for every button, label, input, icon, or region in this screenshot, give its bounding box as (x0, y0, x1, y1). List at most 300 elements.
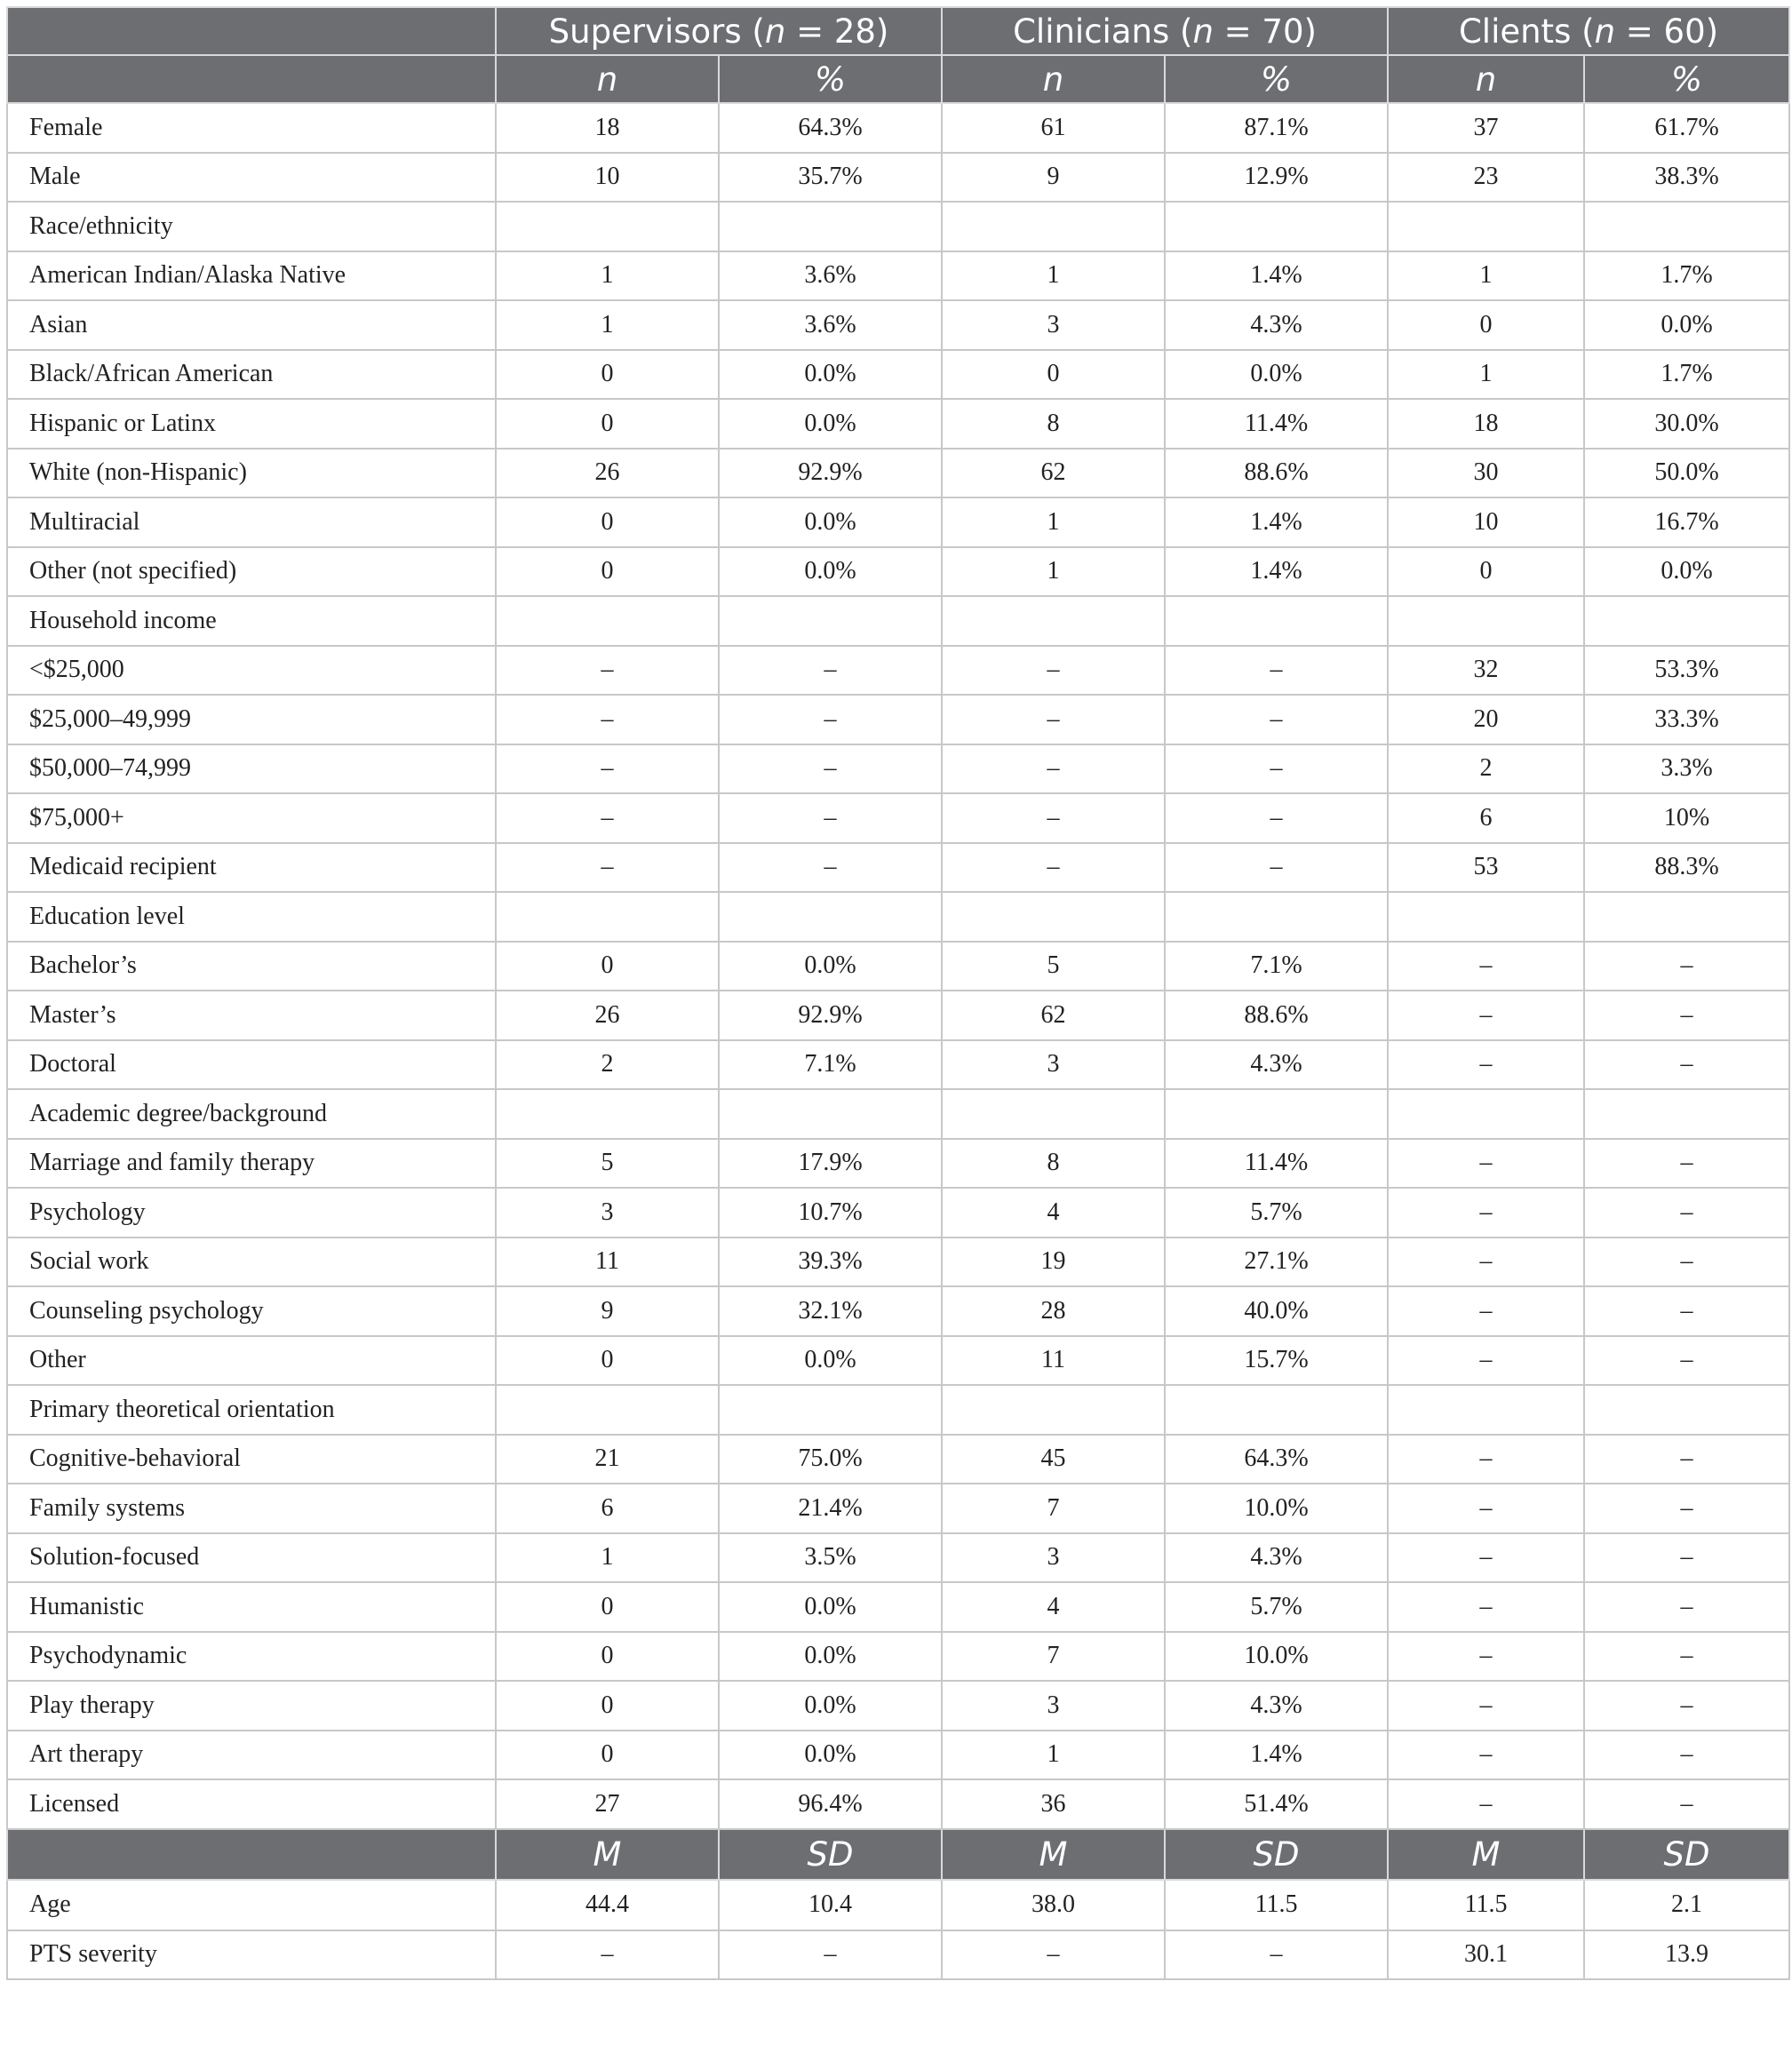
table-cell: 19 (942, 1237, 1165, 1287)
row-label: $50,000–74,999 (7, 744, 496, 794)
table-cell: 96.4% (719, 1779, 942, 1829)
subheader-label: n (1042, 60, 1064, 99)
table-cell: 61.7% (1584, 103, 1789, 153)
table-cell: 8 (942, 399, 1165, 449)
row-label: Multiracial (7, 497, 496, 547)
table-cell (1584, 596, 1789, 646)
table-cell: 88.6% (1165, 991, 1388, 1040)
table-cell: – (719, 646, 942, 696)
row-label: Male (7, 153, 496, 203)
table-cell: – (719, 793, 942, 843)
table-body (7, 103, 1789, 1829)
table-cell: – (942, 744, 1165, 794)
table-cell: 1 (942, 1731, 1165, 1780)
table-cell: 2.1 (1584, 1880, 1789, 1930)
row-label: Asian (7, 300, 496, 350)
table-cell: 1 (496, 1533, 719, 1583)
table-cell: 7 (942, 1484, 1165, 1533)
table-cell (1165, 202, 1388, 251)
table-row (7, 1681, 1789, 1731)
table-cell: – (1584, 1779, 1789, 1829)
table-cell (942, 892, 1165, 942)
group-name: Clients (1458, 12, 1572, 51)
subheader-row (7, 55, 1789, 103)
table-cell: 2 (496, 1040, 719, 1090)
table-cell: 62 (942, 991, 1165, 1040)
table-cell: 92.9% (719, 991, 942, 1040)
table-cell: 0 (496, 1336, 719, 1386)
group-name: Supervisors (548, 12, 742, 51)
stats-header-label: M (1471, 1834, 1501, 1874)
subheader-cell (942, 55, 1165, 103)
table-cell: – (1584, 1188, 1789, 1237)
table-cell: 1.7% (1584, 350, 1789, 400)
header-blank-cell (7, 1829, 496, 1880)
stats-header-cell (1165, 1829, 1388, 1880)
table-cell: 20 (1388, 695, 1584, 744)
table-cell: 37 (1388, 103, 1584, 153)
table-cell: 11.4% (1165, 1139, 1388, 1189)
table-cell (1388, 892, 1584, 942)
table-row (7, 892, 1789, 942)
table-row (7, 991, 1789, 1040)
table-cell: 0 (496, 1582, 719, 1632)
group-name: Clinicians (1013, 12, 1170, 51)
table-row (7, 399, 1789, 449)
table-cell: – (1584, 1582, 1789, 1632)
group-n-label: n (1594, 12, 1616, 51)
table-header (7, 7, 1789, 103)
row-label: Licensed (7, 1779, 496, 1829)
table-cell (942, 1385, 1165, 1435)
table-cell: 4 (942, 1582, 1165, 1632)
table-cell: 0.0% (719, 1336, 942, 1386)
table-row (7, 596, 1789, 646)
row-label: Cognitive-behavioral (7, 1435, 496, 1484)
row-label: Primary theoretical orientation (7, 1385, 496, 1435)
table-cell: – (1584, 942, 1789, 991)
row-label: Education level (7, 892, 496, 942)
table-row (7, 202, 1789, 251)
table-cell: – (496, 744, 719, 794)
table-cell (719, 596, 942, 646)
group-header-clinicians: Clinicians (n = 70) (942, 7, 1388, 55)
table-cell (1165, 596, 1388, 646)
table-cell: – (1388, 1533, 1584, 1583)
table-cell: – (496, 1930, 719, 1980)
table-cell (1165, 892, 1388, 942)
table-cell: 0 (1388, 300, 1584, 350)
table-cell: 1 (942, 497, 1165, 547)
table-row (7, 942, 1789, 991)
row-label: Academic degree/background (7, 1089, 496, 1139)
table-cell: – (1165, 793, 1388, 843)
table-cell: 50.0% (1584, 449, 1789, 498)
table-cell: 0.0% (719, 942, 942, 991)
table-cell: 3 (942, 300, 1165, 350)
table-cell (942, 1089, 1165, 1139)
row-label: Play therapy (7, 1681, 496, 1731)
demographics-table (6, 6, 1790, 1980)
table-cell (1165, 1385, 1388, 1435)
table-cell: 7.1% (719, 1040, 942, 1090)
table-cell: 44.4 (496, 1880, 719, 1930)
table-cell (496, 202, 719, 251)
demographics-table-container (6, 6, 1790, 1980)
table-cell (496, 1089, 719, 1139)
table-cell: – (719, 695, 942, 744)
table-cell: – (1388, 1582, 1584, 1632)
table-cell: – (1388, 991, 1584, 1040)
table-cell: 0 (496, 1632, 719, 1682)
row-label: Household income (7, 596, 496, 646)
row-label: $75,000+ (7, 793, 496, 843)
table-cell: 88.3% (1584, 843, 1789, 893)
stats-header-cell (942, 1829, 1165, 1880)
table-cell: 3.5% (719, 1533, 942, 1583)
table-cell: 7 (942, 1632, 1165, 1682)
table-cell: – (1584, 991, 1789, 1040)
table-cell: – (496, 843, 719, 893)
table-cell (496, 892, 719, 942)
subheader-label: % (814, 60, 847, 99)
table-cell: 62 (942, 449, 1165, 498)
table-cell (1584, 1089, 1789, 1139)
row-label: Bachelor’s (7, 942, 496, 991)
table-row (7, 103, 1789, 153)
table-cell: 4 (942, 1188, 1165, 1237)
table-cell: 0 (496, 350, 719, 400)
table-cell: 32.1% (719, 1286, 942, 1336)
table-cell: 0.0% (719, 1731, 942, 1780)
table-cell: 12.9% (1165, 153, 1388, 203)
table-cell: 88.6% (1165, 449, 1388, 498)
stats-header-cell (1388, 1829, 1584, 1880)
table-cell (942, 202, 1165, 251)
subheader-label: % (1670, 60, 1703, 99)
table-cell: 7.1% (1165, 942, 1388, 991)
table-cell: – (1388, 1632, 1584, 1682)
table-cell (1388, 1089, 1584, 1139)
table-cell: – (1584, 1731, 1789, 1780)
table-cell: – (942, 1930, 1165, 1980)
table-cell: 18 (1388, 399, 1584, 449)
table-cell: 1.7% (1584, 251, 1789, 301)
table-cell: 1 (1388, 251, 1584, 301)
table-cell: – (1584, 1435, 1789, 1484)
table-cell: – (719, 1930, 942, 1980)
table-cell: 1 (496, 251, 719, 301)
subheader-cell (1584, 55, 1789, 103)
table-cell: – (1165, 744, 1388, 794)
table-cell (1584, 1385, 1789, 1435)
table-cell: 1.4% (1165, 251, 1388, 301)
table-cell: 3 (942, 1681, 1165, 1731)
table-cell: – (1584, 1632, 1789, 1682)
table-cell: 10.7% (719, 1188, 942, 1237)
table-cell: 0.0% (719, 1582, 942, 1632)
table-cell: – (1584, 1533, 1789, 1583)
table-cell: 0 (496, 1681, 719, 1731)
table-cell: – (1388, 1779, 1584, 1829)
table-cell: – (1584, 1139, 1789, 1189)
row-label: $25,000–49,999 (7, 695, 496, 744)
stats-header-label: SD (1663, 1834, 1710, 1874)
table-cell: 33.3% (1584, 695, 1789, 744)
table-cell: – (1388, 1484, 1584, 1533)
table-cell: – (496, 695, 719, 744)
row-label: Marriage and family therapy (7, 1139, 496, 1189)
stats-header-label: SD (1253, 1834, 1300, 1874)
table-cell: 0.0% (719, 497, 942, 547)
table-cell: 3.6% (719, 251, 942, 301)
table-cell (719, 1089, 942, 1139)
stats-header-row (7, 1829, 1789, 1880)
table-cell: 87.1% (1165, 103, 1388, 153)
stats-row (7, 1880, 1789, 1930)
row-label: Social work (7, 1237, 496, 1287)
table-cell (1165, 1089, 1388, 1139)
table-cell: – (942, 793, 1165, 843)
group-n-value: = 60 (1625, 12, 1706, 51)
table-cell: 10.4 (719, 1880, 942, 1930)
table-cell: – (1584, 1484, 1789, 1533)
table-cell (1584, 202, 1789, 251)
table-row (7, 547, 1789, 597)
table-cell: 0 (496, 1731, 719, 1780)
table-cell: 1.4% (1165, 547, 1388, 597)
table-cell: – (496, 646, 719, 696)
table-cell: – (942, 646, 1165, 696)
table-cell: 10.0% (1165, 1484, 1388, 1533)
table-cell: 13.9 (1584, 1930, 1789, 1980)
table-row (7, 251, 1789, 301)
table-row (7, 1533, 1789, 1583)
table-cell: 11 (496, 1237, 719, 1287)
table-cell: 27.1% (1165, 1237, 1388, 1287)
subheader-label: n (596, 60, 618, 99)
subheader-cell (719, 55, 942, 103)
table-cell: – (1584, 1040, 1789, 1090)
table-cell (496, 596, 719, 646)
stats-header-cell (496, 1829, 719, 1880)
table-row (7, 1779, 1789, 1829)
table-cell: 11.5 (1165, 1880, 1388, 1930)
row-label: PTS severity (7, 1930, 496, 1980)
row-label: Psychodynamic (7, 1632, 496, 1682)
table-cell: 0.0% (719, 1632, 942, 1682)
row-label: Race/ethnicity (7, 202, 496, 251)
table-row (7, 646, 1789, 696)
table-cell: 36 (942, 1779, 1165, 1829)
row-label: Master’s (7, 991, 496, 1040)
table-cell: 0.0% (719, 547, 942, 597)
table-cell: 11.5 (1388, 1880, 1584, 1930)
table-cell: – (1584, 1237, 1789, 1287)
table-cell: 0 (496, 399, 719, 449)
row-label: Psychology (7, 1188, 496, 1237)
table-row (7, 1040, 1789, 1090)
row-label: <$25,000 (7, 646, 496, 696)
table-cell: 51.4% (1165, 1779, 1388, 1829)
subheader-label: % (1260, 60, 1293, 99)
table-cell: 61 (942, 103, 1165, 153)
table-cell: – (1388, 1040, 1584, 1090)
table-cell: – (1388, 1237, 1584, 1287)
table-cell: – (942, 695, 1165, 744)
table-cell (719, 202, 942, 251)
table-cell: 3 (942, 1533, 1165, 1583)
row-label: Counseling psychology (7, 1286, 496, 1336)
table-cell: – (1165, 843, 1388, 893)
group-header-clients: Clients (n = 60) (1388, 7, 1789, 55)
table-cell: – (1584, 1286, 1789, 1336)
table-cell: 6 (496, 1484, 719, 1533)
table-row (7, 300, 1789, 350)
table-cell: 10.0% (1165, 1632, 1388, 1682)
table-cell: 4.3% (1165, 300, 1388, 350)
table-cell: 0 (496, 942, 719, 991)
header-blank-cell (7, 7, 496, 55)
table-cell: 35.7% (719, 153, 942, 203)
table-cell: 32 (1388, 646, 1584, 696)
table-cell: 27 (496, 1779, 719, 1829)
table-cell: – (1388, 1435, 1584, 1484)
table-cell: 1 (1388, 350, 1584, 400)
table-cell: 45 (942, 1435, 1165, 1484)
table-row (7, 1188, 1789, 1237)
stats-header-label: M (1039, 1834, 1068, 1874)
table-cell: 30 (1388, 449, 1584, 498)
table-cell: 0.0% (719, 1681, 942, 1731)
table-cell: 4.3% (1165, 1681, 1388, 1731)
table-cell: 30.0% (1584, 399, 1789, 449)
stats-header-cell (1584, 1829, 1789, 1880)
row-label: Hispanic or Latinx (7, 399, 496, 449)
table-cell: 8 (942, 1139, 1165, 1189)
group-n-value: = 28 (796, 12, 876, 51)
table-cell (1388, 1385, 1584, 1435)
table-cell: 6 (1388, 793, 1584, 843)
table-cell: – (942, 843, 1165, 893)
table-cell: 26 (496, 991, 719, 1040)
table-cell: 4.3% (1165, 1040, 1388, 1090)
stats-header-label: SD (807, 1834, 854, 1874)
table-cell: – (719, 744, 942, 794)
table-cell: – (1165, 646, 1388, 696)
row-label: Medicaid recipient (7, 843, 496, 893)
group-n-label: n (1192, 12, 1214, 51)
table-cell: 1 (942, 251, 1165, 301)
table-row (7, 695, 1789, 744)
table-row (7, 1582, 1789, 1632)
table-row (7, 1336, 1789, 1386)
table-row (7, 1484, 1789, 1533)
table-cell: 1.4% (1165, 497, 1388, 547)
table-cell (719, 1385, 942, 1435)
table-cell: 0.0% (719, 399, 942, 449)
row-label: Solution-focused (7, 1533, 496, 1583)
table-cell: 5 (496, 1139, 719, 1189)
table-cell: 10 (1388, 497, 1584, 547)
table-cell: 75.0% (719, 1435, 942, 1484)
row-label: White (non-Hispanic) (7, 449, 496, 498)
group-header-supervisors: Supervisors (n = 28) (496, 7, 942, 55)
table-cell: 3 (496, 1188, 719, 1237)
row-label: Other (7, 1336, 496, 1386)
table-row (7, 1139, 1789, 1189)
row-label: Female (7, 103, 496, 153)
row-label: Black/African American (7, 350, 496, 400)
table-cell: 64.3% (719, 103, 942, 153)
table-cell: 38.3% (1584, 153, 1789, 203)
table-cell: – (1584, 1336, 1789, 1386)
row-label: Other (not specified) (7, 547, 496, 597)
table-cell: – (1388, 1731, 1584, 1780)
table-cell: 0.0% (1165, 350, 1388, 400)
row-label: American Indian/Alaska Native (7, 251, 496, 301)
table-cell: 0 (1388, 547, 1584, 597)
table-row (7, 1286, 1789, 1336)
table-cell: 15.7% (1165, 1336, 1388, 1386)
table-row (7, 1385, 1789, 1435)
row-label: Family systems (7, 1484, 496, 1533)
table-row (7, 1089, 1789, 1139)
group-header-row (7, 7, 1789, 55)
subheader-label: n (1475, 60, 1497, 99)
table-row (7, 744, 1789, 794)
table-cell: – (1165, 1930, 1388, 1980)
table-cell: 1 (942, 547, 1165, 597)
table-cell (496, 1385, 719, 1435)
table-cell: – (719, 843, 942, 893)
table-row (7, 1731, 1789, 1780)
row-label: Art therapy (7, 1731, 496, 1780)
stats-header-label: M (593, 1834, 622, 1874)
table-cell: 1.4% (1165, 1731, 1388, 1780)
table-cell: 92.9% (719, 449, 942, 498)
table-row (7, 350, 1789, 400)
group-n-label: n (764, 12, 786, 51)
table-cell (1388, 202, 1584, 251)
table-cell: 3.6% (719, 300, 942, 350)
table-cell: 53 (1388, 843, 1584, 893)
table-cell: – (1584, 1681, 1789, 1731)
table-cell: 5 (942, 942, 1165, 991)
table-cell: – (1388, 1139, 1584, 1189)
row-label: Doctoral (7, 1040, 496, 1090)
table-cell: 0.0% (719, 350, 942, 400)
table-cell: 39.3% (719, 1237, 942, 1287)
table-cell: 11 (942, 1336, 1165, 1386)
table-cell: – (1388, 1286, 1584, 1336)
stats-header-cell (719, 1829, 942, 1880)
table-row (7, 497, 1789, 547)
table-cell: 17.9% (719, 1139, 942, 1189)
table-row (7, 449, 1789, 498)
table-cell: 30.1 (1388, 1930, 1584, 1980)
table-cell: 16.7% (1584, 497, 1789, 547)
stats-row (7, 1930, 1789, 1980)
group-n-value: = 70 (1223, 12, 1304, 51)
table-cell: 0.0% (1584, 300, 1789, 350)
row-label: Humanistic (7, 1582, 496, 1632)
table-row (7, 843, 1789, 893)
table-cell: 26 (496, 449, 719, 498)
table-cell: – (1388, 1681, 1584, 1731)
subheader-cell (496, 55, 719, 103)
row-label: Age (7, 1880, 496, 1930)
